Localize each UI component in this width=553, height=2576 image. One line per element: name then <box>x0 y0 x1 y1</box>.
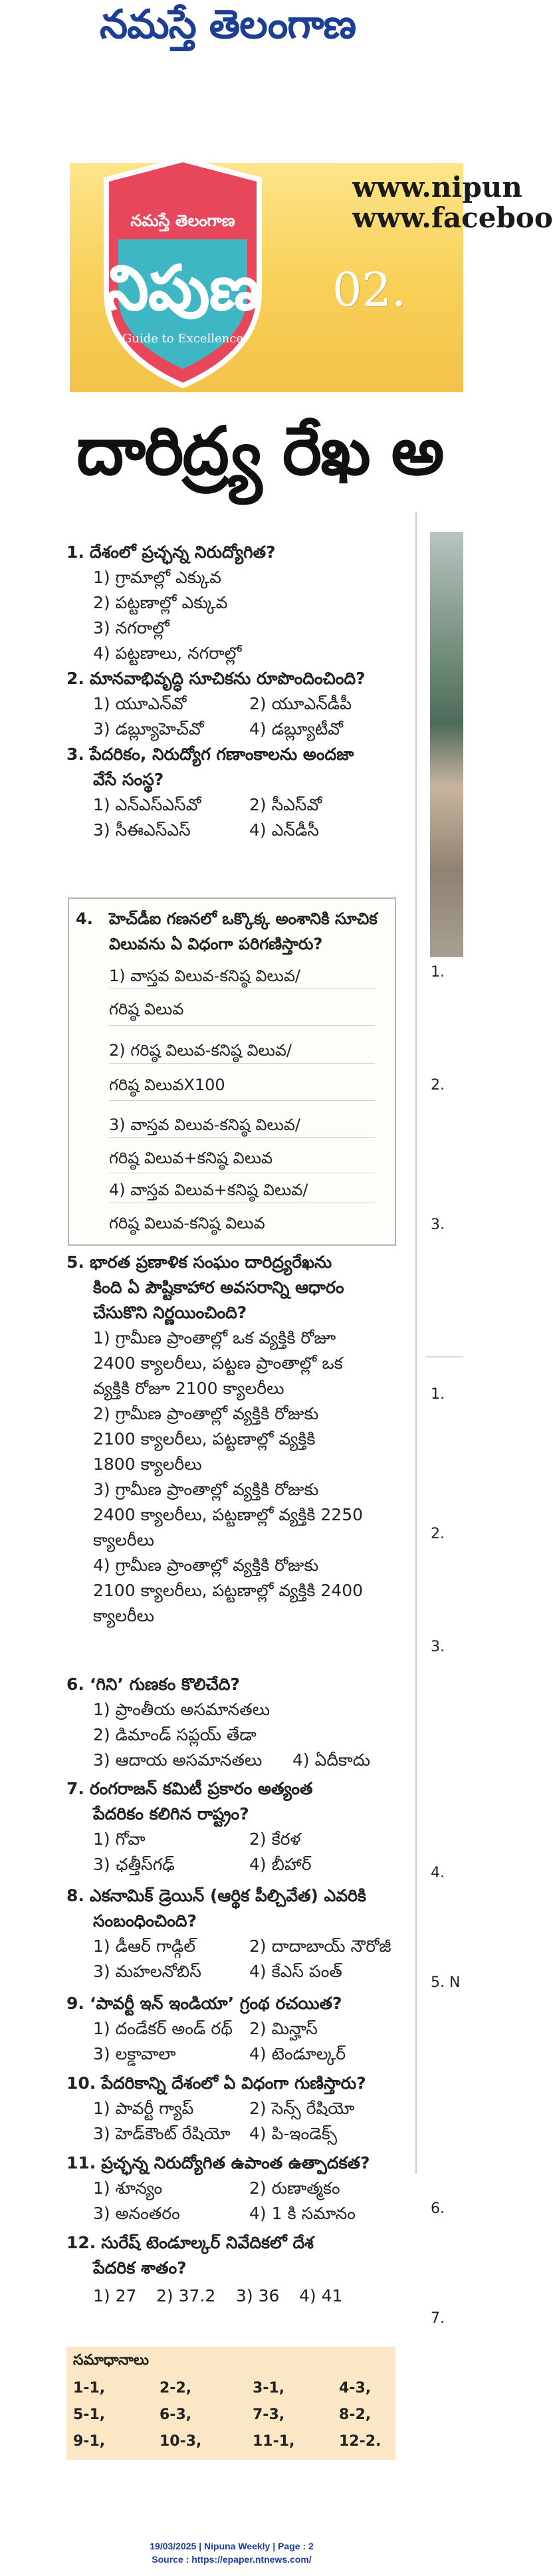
question-number: 11. <box>66 2153 96 2172</box>
footer-date-page: 19/03/2025 | Nipuna Weekly | Page : 2 <box>150 2541 314 2551</box>
question-9 <box>66 1991 405 2067</box>
separator <box>109 1137 375 1138</box>
option: 2) సెన్స్ రేషియో <box>249 2099 355 2118</box>
option: 3) హెడ్‌కౌంట్ రేషియో <box>93 2124 231 2143</box>
question-10 <box>66 2071 405 2147</box>
question-11 <box>66 2151 405 2226</box>
right-item-number: 3. <box>431 1639 445 1655</box>
right-separator <box>425 1356 463 1357</box>
right-item-number: 5. N <box>431 1974 461 1991</box>
right-item-number: 2. <box>431 1526 445 1542</box>
option: 3) గ్రామీణ ప్రాంతాల్లో వ్యక్తికి రోజుకు <box>93 1480 319 1499</box>
option: 4) ఏదీకాదు <box>292 1750 371 1770</box>
shield-top-text: నమస్తే తెలంగాణ <box>130 211 235 230</box>
question-text: మానవాభివృద్ధి సూచికను రూపొందించింది? <box>89 669 366 688</box>
question-6 <box>66 1672 405 1773</box>
option: 3) నగరాల్లో <box>93 618 169 638</box>
question-number: 2. <box>66 669 84 688</box>
right-item-number: 6. <box>431 2200 445 2217</box>
question-number: 7. <box>66 1779 84 1798</box>
brand-text: నిపుణ <box>105 253 261 324</box>
right-item-number: 2. <box>431 1077 445 1094</box>
answer-item: 7-3, <box>253 2406 285 2423</box>
nipuna-shield-logo <box>93 140 273 392</box>
banner-url-facebook: www.faceboo <box>352 201 553 234</box>
right-item-number: 7. <box>431 2310 445 2327</box>
question-number: 3. <box>66 745 84 764</box>
option: 2) 37.2 <box>156 2286 216 2305</box>
question-text: దేశంలో ప్రచ్ఛన్న నిరుద్యోగిత? <box>89 542 276 562</box>
option: 2) గ్రామీణ ప్రాంతాల్లో వ్యక్తికి రోజుకు <box>93 1404 319 1423</box>
option-cont: క్యాలరీలు <box>93 1606 155 1625</box>
right-item-number: 1. <box>431 964 445 981</box>
option-cont: గరిష్ఠ విలువ+కనిష్ఠ విలువ <box>109 1149 273 1167</box>
answer-key-title: సమాధానాలు <box>73 2352 150 2369</box>
option-cont: 2100 క్యాలరీలు, పట్టణాల్లో వ్యక్తికి <box>93 1429 316 1449</box>
column-divider <box>415 512 417 2174</box>
answer-item: 5-1, <box>73 2406 106 2423</box>
option: 2) సీఎస్‌వో <box>249 795 322 814</box>
answer-item: 10-3, <box>160 2433 202 2450</box>
option: 1) శూన్యం <box>93 2178 163 2198</box>
option: 1) డీఆర్ గాడ్గిల్ <box>93 1936 196 1956</box>
option-cont: గరిష్ఠ విలువX100 <box>109 1076 225 1094</box>
question-text: పేదరికం, నిరుద్యోగ గణాంకాలను అందజా <box>89 745 354 764</box>
option: 3) ఛత్తీస్‌గఢ్ <box>93 1855 175 1874</box>
banner-url-web: www.nipun <box>352 171 522 203</box>
answer-key <box>66 2347 395 2460</box>
page-headline: దారిద్ర్య రేఖ అ <box>76 412 443 490</box>
question-3 <box>66 742 405 843</box>
question-number: 4. <box>76 909 93 928</box>
right-item-number: 1. <box>431 1386 445 1403</box>
question-text-cont: చేసుకొని నిర్ణయించింది? <box>93 1303 247 1322</box>
option: 1) 27 <box>93 2286 137 2305</box>
right-item-number: 3. <box>431 1217 445 1233</box>
answer-item: 3-1, <box>253 2380 285 2397</box>
question-text: ‘గిని’ గుణకం కొలిచేది? <box>89 1675 240 1694</box>
question-text-cont: సంబంధించింది? <box>93 1911 197 1931</box>
option: 1) ప్రాంతీయ అసమానతలు <box>93 1700 271 1719</box>
question-text: రంగరాజన్ కమిటీ ప్రకారం అత్యంత <box>89 1779 313 1798</box>
option: 3) లక్డావాలా <box>93 2044 176 2063</box>
option: 4) పట్టణాలు, నగరాల్లో <box>93 644 242 663</box>
option: 1) ఎన్‌ఎస్‌ఎస్‌వో <box>93 795 201 814</box>
option: 3) డబ్ల్యూహెచ్‌వో <box>93 719 204 739</box>
question-text: భారత ప్రణాళిక సంఘం దారిద్ర్యరేఖను <box>89 1252 332 1272</box>
question-text: ప్రచ్ఛన్న నిరుద్యోగిత ఉపాంత ఉత్పాదకత? <box>101 2153 370 2172</box>
question-text: ‘పావర్టీ ఇన్ ఇండియా’ గ్రంథ రచయిత? <box>89 1994 342 2013</box>
answer-item: 2-2, <box>160 2380 192 2397</box>
question-1 <box>66 540 405 666</box>
option: 1) గ్రామీణ ప్రాంతాల్లో ఒక వ్యక్తికి రోజూ <box>93 1328 336 1347</box>
question-text: పేదరికాన్ని దేశంలో ఏ విధంగా గుణిస్తారు? <box>101 2073 366 2093</box>
option: 1) గోవా <box>93 1829 146 1849</box>
question-number: 9. <box>66 1994 84 2013</box>
option: 2) దాదాబాయ్ నౌరోజీ <box>249 1936 391 1956</box>
separator <box>109 1063 375 1064</box>
option: 1) యూఎన్‌వో <box>93 694 187 713</box>
option: 4) టెండూల్కర్ <box>249 2044 346 2063</box>
question-5 <box>66 1250 405 1629</box>
question-text-cont: కింది ఏ పౌష్టికాహార అవసరాన్ని ఆధారం <box>93 1278 344 1297</box>
question-12 <box>66 2230 405 2309</box>
option: 3) వాస్తవ విలువ-కనిష్ఠ విలువ/ <box>109 1115 300 1134</box>
option: 1) దండేకర్ అండ్ రథ్ <box>93 2019 233 2038</box>
option: 4) వాస్తవ విలువ+కనిష్ఠ విలువ/ <box>109 1181 308 1199</box>
option-cont: క్యాలరీలు <box>93 1530 155 1550</box>
answer-item: 1-1, <box>73 2380 106 2397</box>
newspaper-masthead: నమస్తే తెలంగాణ <box>100 1 356 48</box>
question-number: 1. <box>66 542 84 562</box>
separator <box>109 1100 375 1101</box>
question-number: 5. <box>66 1252 84 1272</box>
separator <box>109 1025 375 1026</box>
tagline-text: Guide to Excellence <box>122 332 243 346</box>
option: 4) బీహార్ <box>249 1855 312 1874</box>
option-cont: వ్యక్తికి రోజూ 2100 క్యాలరీలు <box>93 1379 284 1398</box>
option: 2) రుణాత్మకం <box>249 2178 340 2198</box>
option: 1) గ్రామాల్లో ఎక్కువ <box>93 568 221 587</box>
option: 4) 41 <box>299 2286 343 2305</box>
question-2 <box>66 666 405 742</box>
question-number: 12. <box>66 2233 96 2252</box>
option-cont: 2100 క్యాలరీలు, పట్టణాల్లో వ్యక్తికి 2400 <box>93 1581 364 1600</box>
option: 4) కేఎస్ పంత్ <box>249 1962 342 1981</box>
option: 1) వాస్తవ విలువ-కనిష్ఠ విలువ/ <box>109 967 300 985</box>
option: 4) 1 కి సమానం <box>249 2204 356 2223</box>
nipuna-banner <box>70 163 553 392</box>
question-text-cont: పేదరికం కలిగిన రాష్ట్రం? <box>93 1804 249 1823</box>
answer-item: 8-2, <box>339 2406 372 2423</box>
option: 3) మహలనోబిస్ <box>93 1962 201 1981</box>
question-8 <box>66 1883 405 1984</box>
option: 2) డిమాండ్ సప్లయ్ తేడా <box>93 1725 257 1744</box>
question-number: 8. <box>66 1886 84 1905</box>
question-number: 10. <box>66 2073 96 2093</box>
answer-item: 4-3, <box>339 2380 372 2397</box>
question-text-cont: విలువను ఏ విధంగా పరిగణిస్తారు? <box>109 935 323 953</box>
question-7 <box>66 1776 405 1877</box>
option-cont: గరిష్ఠ విలువ-కనిష్ఠ విలువ <box>109 1214 265 1232</box>
option-cont: 2400 క్యాలరీలు, పట్టణ ప్రాంతాల్లో ఒక <box>93 1353 343 1373</box>
option: 1) పావర్టీ గ్యాప్ <box>93 2099 194 2118</box>
option: 3) అనంతరం <box>93 2204 180 2223</box>
answer-item: 9-1, <box>73 2433 106 2450</box>
question-4-box <box>68 897 396 1246</box>
article-photo <box>430 532 463 957</box>
option: 4) పి-ఇండెక్స్ <box>249 2124 338 2143</box>
question-text-cont: వేసే సంస్థ? <box>93 770 164 789</box>
option-cont: 2400 క్యాలరీలు, పట్టణాల్లో వ్యక్తికి 2250 <box>93 1505 364 1524</box>
option: 4) ఎన్‌డీసీ <box>249 820 319 840</box>
question-text: హెచ్‌డీఐ గణనలో ఒక్కొక్క అంశానికి సూచిక <box>109 909 378 928</box>
option: 3) 36 <box>236 2286 280 2305</box>
footer-source-link[interactable]: Source : https://epaper.ntnews.com/ <box>152 2554 312 2565</box>
right-item-number: 4. <box>431 1865 445 1881</box>
answer-item: 12-2. <box>339 2433 382 2450</box>
question-text-cont: పేదరిక శాతం? <box>93 2258 187 2278</box>
option: 4) డబ్ల్యూటీవో <box>249 719 343 739</box>
option: 2) కేరళ <box>249 1829 301 1849</box>
option-cont: 1800 క్యాలరీలు <box>93 1455 202 1474</box>
question-number: 6. <box>66 1675 84 1694</box>
option: 2) గరిష్ఠ విలువ-కనిష్ఠ విలువ/ <box>109 1041 292 1060</box>
option-cont: గరిష్ఠ విలువ <box>109 1000 184 1018</box>
option: 2) యూఎన్‌డీపీ <box>249 694 352 713</box>
option: 3) సీఈఎస్‌ఎస్ <box>93 820 191 840</box>
issue-number: 02. <box>332 263 407 317</box>
question-text: సురేష్ టెండూల్కర్ నివేదికలో దేశ <box>101 2233 314 2252</box>
answer-item: 6-3, <box>160 2406 192 2423</box>
option: 4) గ్రామీణ ప్రాంతాల్లో వ్యక్తికి రోజుకు <box>93 1556 319 1575</box>
option: 2) మిన్హాస్ <box>249 2019 318 2038</box>
answer-item: 11-1, <box>253 2433 295 2450</box>
question-text: ఎకనామిక్ డ్రెయిన్ (ఆర్థిక పీల్చివేత) ఎవరికి <box>89 1886 366 1905</box>
option: 2) పట్టణాల్లో ఎక్కువ <box>93 593 228 612</box>
option: 3) ఆదాయ అసమానతలు <box>93 1750 263 1770</box>
